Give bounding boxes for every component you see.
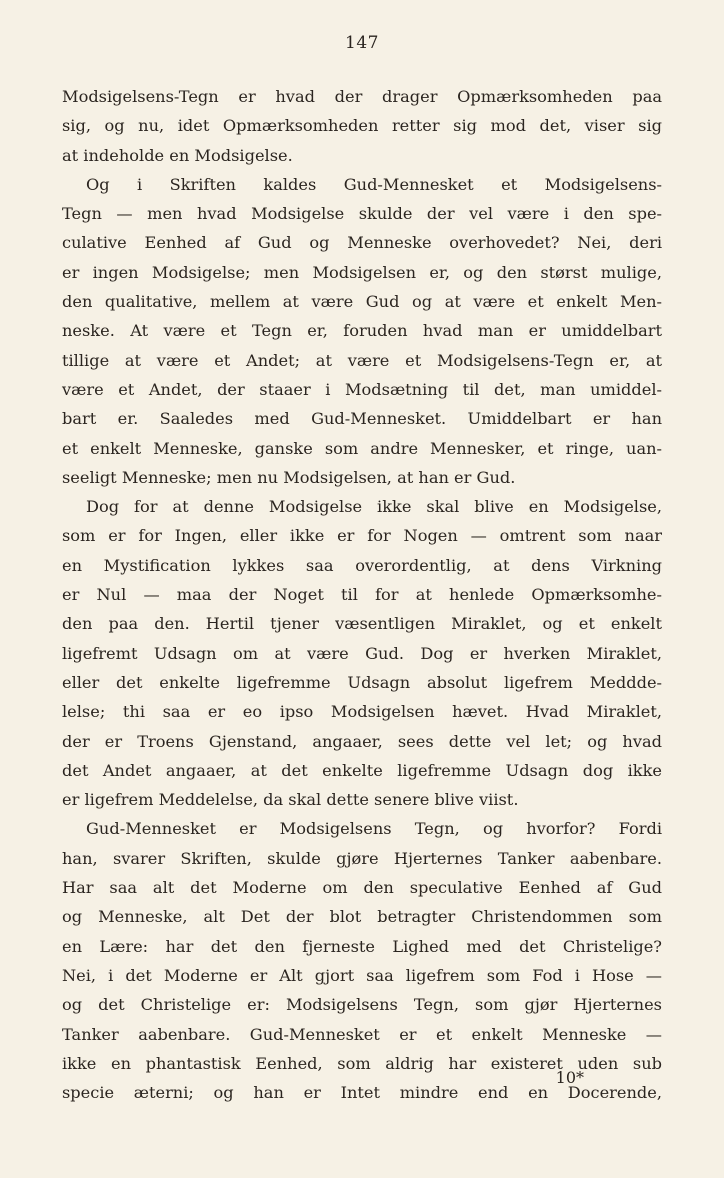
text-line: den paa den. Hertil tjener væsentligen Miraklet, og et enkelt — [62, 614, 662, 634]
text-line: at indeholde en Modsigelse. — [62, 145, 293, 165]
text-line: er Nul — maa der Noget til for at henlede Opmærksomhe- — [62, 585, 662, 605]
text-line: tillige at være et Andet; at være et Modsigelsens-Tegn er, at — [62, 350, 662, 370]
text-line: være et Andet, der staaer i Modsætning til det, man umiddel- — [62, 379, 662, 399]
signature-mark: 10* — [555, 1068, 584, 1087]
text-line: Tegn — men hvad Modsigelse skulde der vel være i den spe- — [62, 204, 662, 224]
text-line: eller det enkelte ligefremme Udsagn absolut ligefrem Meddde- — [62, 672, 662, 692]
text-line: Dog for at denne Modsigelse ikke skal blive en Modsigelse, — [86, 497, 662, 517]
text-line: den qualitative, mellem at være Gud og at være et enkelt Men- — [62, 292, 662, 312]
page-number: 147 — [345, 33, 379, 53]
text-line: bart er. Saaledes med Gud-Mennesket. Umiddelbart er han — [62, 409, 662, 429]
text-line: og Menneske, alt Det der blot betragter Christendommen som — [62, 907, 662, 927]
text-line: en Lære: har det den fjerneste Lighed med det Christelige? — [62, 936, 662, 956]
text-line: seeligt Menneske; men nu Modsigelsen, at han er Gud. — [62, 467, 516, 487]
text-line: ligefremt Udsagn om at være Gud. Dog er hverken Miraklet, — [62, 643, 662, 663]
text-line: en Mystification lykkes saa overordentlig, at dens Virkning — [62, 555, 662, 575]
text-line: Og i Skriften kaldes Gud-Mennesket et Modsigelsens- — [86, 174, 662, 194]
text-line: han, svarer Skriften, skulde gjøre Hjerternes Tanker aabenbare. — [62, 848, 662, 868]
text-line: culative Eenhed af Gud og Menneske overhovedet? Nei, deri — [62, 233, 662, 253]
text-line: Nei, i det Moderne er Alt gjort saa ligefrem som Fod i Hose — — [62, 965, 662, 985]
text-line: Modsigelsens-Tegn er hvad der drager Opmærksomheden paa — [62, 87, 662, 106]
text-line: ikke en phantastisk Eenhed, som aldrig har existeret uden sub — [62, 1053, 662, 1073]
text-line: specie æterni; og han er Intet mindre end en Docerende, — [62, 1083, 662, 1103]
text-line: sig, og nu, idet Opmærksomheden retter sig mod det, viser sig — [62, 116, 662, 136]
text-line: er ligefrem Meddelelse, da skal dette senere blive viist. — [62, 790, 519, 810]
text-line: det Andet angaaer, at det enkelte ligefremme Udsagn dog ikke — [62, 760, 662, 780]
text-line: neske. At være et Tegn er, foruden hvad man er umiddelbart — [62, 321, 662, 341]
text-line: og det Christelige er: Modsigelsens Tegn, som gjør Hjerternes — [62, 995, 662, 1015]
text-line: lelse; thi saa er eo ipso Modsigelsen hævet. Hvad Miraklet, — [62, 702, 662, 722]
text-line: Gud-Mennesket er Modsigelsens Tegn, og hvorfor? Fordi — [86, 819, 662, 839]
text-line: Har saa alt det Moderne om den speculative Eenhed af Gud — [62, 878, 662, 898]
text-line: Tanker aabenbare. Gud-Mennesket er et enkelt Menneske — — [62, 1024, 662, 1044]
text-line: et enkelt Menneske, ganske som andre Mennesker, et ringe, uan- — [62, 438, 662, 458]
text-line: der er Troens Gjenstand, angaaer, sees dette vel let; og hvad — [62, 731, 662, 751]
body-text — [62, 82, 662, 1107]
text-line: som er for Ingen, eller ikke er for Nogen — omtrent som naar — [62, 526, 662, 546]
text-line: er ingen Modsigelse; men Modsigelsen er, og den størst mulige, — [62, 262, 662, 282]
